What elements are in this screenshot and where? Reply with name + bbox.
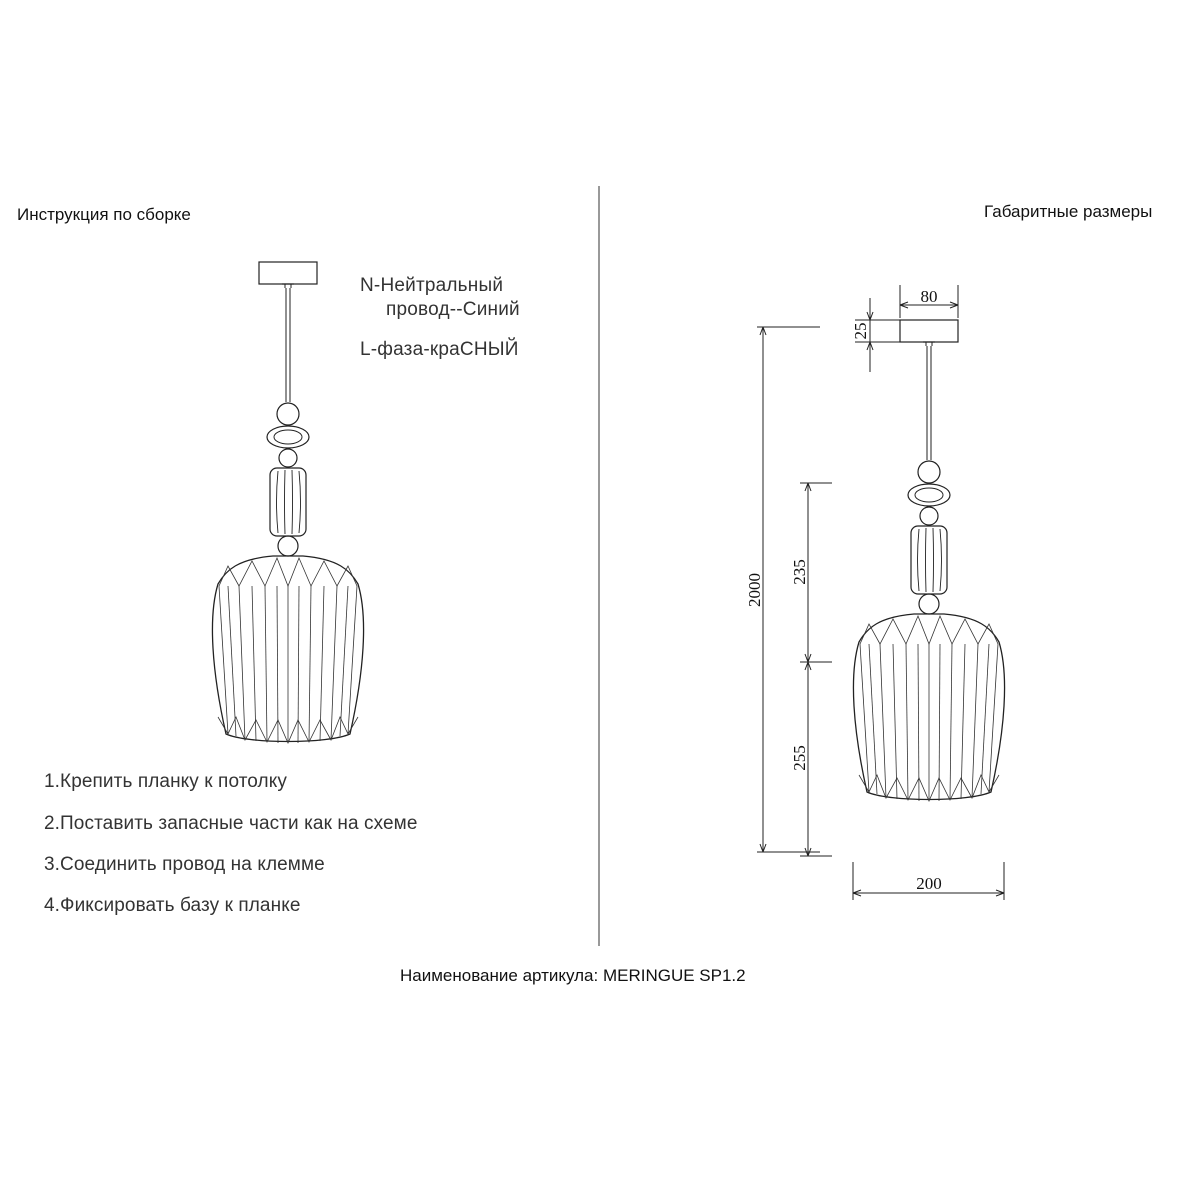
dimensions-heading: Габаритные размеры — [984, 202, 1153, 221]
step-1: 1.Крепить планку к потолку — [44, 771, 287, 792]
step-4: 4.Фиксировать базу к планке — [44, 895, 301, 916]
assembly-heading: Инструкция по сборке — [17, 205, 191, 224]
neutral-wire-color: провод--Синий — [386, 299, 520, 320]
article-name: Наименование артикула: MERINGUE SP1.2 — [400, 966, 746, 985]
dim-canopy-height: 25 — [851, 322, 870, 340]
dim-total-height: 2000 — [745, 573, 764, 607]
lamp-dimension-drawing — [853, 320, 1004, 801]
dim-shade-width: 200 — [916, 874, 942, 893]
dim-shade-height: 255 — [790, 745, 809, 771]
step-2: 2.Поставить запасные части как на схеме — [44, 813, 418, 834]
dim-canopy-width: 80 — [920, 287, 938, 306]
step-3: 3.Соединить провод на клемме — [44, 854, 325, 875]
phase-wire-note: L-фаза-краСНЫЙ — [360, 339, 519, 360]
neutral-wire-note: N-Нейтральный — [360, 275, 504, 296]
lamp-illustration-left — [212, 262, 363, 743]
dim-upper-height: 235 — [790, 559, 809, 585]
